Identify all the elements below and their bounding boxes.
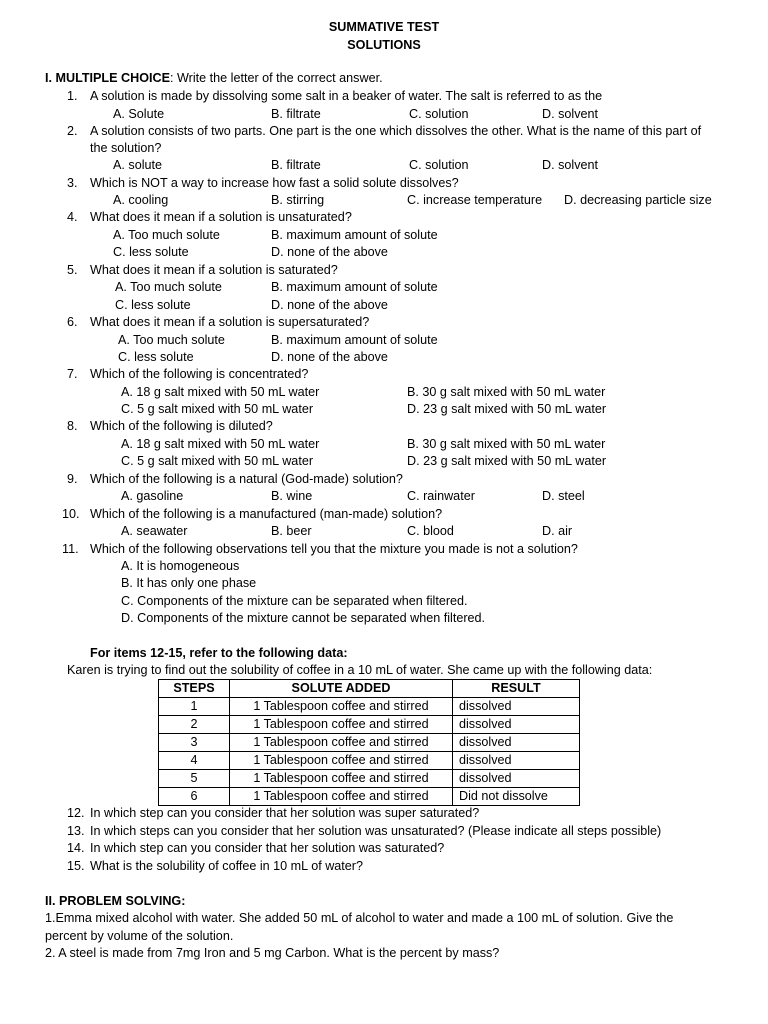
table-header-result: RESULT [453,680,580,698]
table-cell-step: 6 [159,788,230,806]
q2-choice-a: A. solute [113,158,163,172]
q3-choice-b: B. stirring [271,193,325,207]
table-row [159,716,580,734]
part1-heading: I. MULTIPLE CHOICE [45,71,171,85]
table-row [159,788,580,806]
table-cell-step: 1 [159,698,230,716]
q3-text: Which is NOT a way to increase how fast a solid solute dissolves? [90,176,459,190]
table-header-steps: STEPS [159,680,230,698]
q5-choice-b: B. maximum amount of solute [271,280,438,294]
q9-choice-b: B. wine [271,489,313,503]
q15-number: 15. [67,859,85,873]
table-cell-solute: 1 Tablespoon coffee and stirred [230,770,453,788]
q12-text: In which step can you consider that her solution was super saturated? [90,806,480,820]
test-title: SUMMATIVE TEST [328,20,440,34]
q10-choice-c: C. blood [407,524,454,538]
q2-choice-d: D. solvent [542,158,598,172]
table-header-row [159,680,580,698]
q1-choice-d: D. solvent [542,107,598,121]
q11-number: 11. [62,542,79,556]
q8-choice-b: B. 30 g salt mixed with 50 mL water [407,437,606,451]
q14-number: 14. [67,841,85,855]
q4-choice-b: B. maximum amount of solute [271,228,438,242]
q3-choice-c: C. increase temperature [407,193,543,207]
table-row [159,752,580,770]
q7-number: 7. [67,367,78,381]
q1-choice-b: B. filtrate [271,107,321,121]
q6-choice-b: B. maximum amount of solute [271,333,438,347]
q7-text: Which of the following is concentrated? [90,367,309,381]
q1-choice-a: A. Solute [113,107,165,121]
table-cell-result: dissolved [453,770,580,788]
q1-text: A solution is made by dissolving some salt in a beaker of water. The salt is referred to as the [90,89,603,103]
q15-text: What is the solubility of coffee in 10 mL of water? [90,859,364,873]
q12-number: 12. [67,806,85,820]
q8-number: 8. [67,419,78,433]
table-cell-step: 4 [159,752,230,770]
table-cell-result: dissolved [453,752,580,770]
q4-choice-c: C. less solute [113,245,189,259]
q6-number: 6. [67,315,78,329]
q9-number: 9. [67,472,78,486]
q8-choice-a: A. 18 g salt mixed with 50 mL water [121,437,320,451]
q9-choice-d: D. steel [542,489,585,503]
q8-choice-c: C. 5 g salt mixed with 50 mL water [121,454,314,468]
problem1-line1: 1.Emma mixed alcohol with water. She added 50 mL of alcohol to water and made a 100 mL of solution. Give the [45,911,674,925]
q2-text-line2: the solution? [90,141,162,155]
q5-number: 5. [67,263,78,277]
q2-choice-b: B. filtrate [271,158,321,172]
q3-choice-d: D. decreasing particle size [564,193,712,207]
q14-text: In which step can you consider that her solution was saturated? [90,841,445,855]
q3-number: 3. [67,176,78,190]
part2-heading: II. PROBLEM SOLVING: [45,894,186,908]
table-cell-solute: 1 Tablespoon coffee and stirred [230,734,453,752]
q10-text: Which of the following is a manufactured (man-made) solution? [90,507,443,521]
q13-number: 13. [67,824,85,838]
table-row [159,770,580,788]
q6-text: What does it mean if a solution is supersaturated? [90,315,370,329]
q4-choice-a: A. Too much solute [113,228,220,242]
coffee-solubility-table [158,679,580,806]
q6-choice-d: D. none of the above [271,350,388,364]
q6-choice-a: A. Too much solute [118,333,225,347]
q4-choice-d: D. none of the above [271,245,388,259]
scenario-text: Karen is trying to find out the solubility of coffee in a 10 mL of water. She came up with the following data: [67,663,653,677]
table-cell-step: 2 [159,716,230,734]
table-cell-result: dissolved [453,716,580,734]
q9-choice-a: A. gasoline [121,489,184,503]
q9-choice-c: C. rainwater [407,489,475,503]
q2-choice-c: C. solution [409,158,469,172]
q3-choice-a: A. cooling [113,193,169,207]
q11-choice-a: A. It is homogeneous [121,559,240,573]
q7-choice-c: C. 5 g salt mixed with 50 mL water [121,402,314,416]
q10-number: 10. [62,507,80,521]
table-row [159,698,580,716]
q2-text-line1: A solution consists of two parts. One part is the one which dissolves the other. What is the name of this part of [90,124,702,138]
q7-choice-a: A. 18 g salt mixed with 50 mL water [121,385,320,399]
q10-choice-a: A. seawater [121,524,188,538]
q11-choice-b: B. It has only one phase [121,576,257,590]
q5-choice-d: D. none of the above [271,298,388,312]
table-cell-result: dissolved [453,734,580,752]
test-subtitle: SOLUTIONS [347,38,421,52]
problem2-text: 2. A steel is made from 7mg Iron and 5 mg Carbon. What is the percent by mass? [45,946,500,960]
q6-choice-c: C. less solute [118,350,194,364]
table-cell-step: 5 [159,770,230,788]
q5-choice-c: C. less solute [115,298,191,312]
table-row [159,734,580,752]
q1-choice-c: C. solution [409,107,469,121]
table-cell-solute: 1 Tablespoon coffee and stirred [230,788,453,806]
q4-text: What does it mean if a solution is unsaturated? [90,210,352,224]
q2-number: 2. [67,124,78,138]
q9-text: Which of the following is a natural (God-made) solution? [90,472,403,486]
part1-instruction: : Write the letter of the correct answer. [170,71,383,85]
q5-choice-a: A. Too much solute [115,280,222,294]
table-cell-result: Did not dissolve [453,788,580,806]
q11-choice-d: D. Components of the mixture cannot be separated when filtered. [121,611,486,625]
table-header-solute-added: SOLUTE ADDED [230,680,453,698]
q4-number: 4. [67,210,78,224]
q10-choice-d: D. air [542,524,573,538]
q1-number: 1. [67,89,78,103]
q7-choice-d: D. 23 g salt mixed with 50 mL water [407,402,607,416]
q11-choice-c: C. Components of the mixture can be separated when filtered. [121,594,468,608]
part1-heading-line [45,70,383,87]
q5-text: What does it mean if a solution is saturated? [90,263,338,277]
q7-choice-b: B. 30 g salt mixed with 50 mL water [407,385,606,399]
problem1-line2: percent by volume of the solution. [45,929,234,943]
table-cell-step: 3 [159,734,230,752]
q10-choice-b: B. beer [271,524,312,538]
q11-text: Which of the following observations tell you that the mixture you made is not a solution? [90,542,578,556]
table-cell-solute: 1 Tablespoon coffee and stirred [230,698,453,716]
table-cell-result: dissolved [453,698,580,716]
q13-text: In which steps can you consider that her solution was unsaturated? (Please indicate all steps possible) [90,824,662,838]
table-cell-solute: 1 Tablespoon coffee and stirred [230,716,453,734]
q8-choice-d: D. 23 g salt mixed with 50 mL water [407,454,607,468]
q8-text: Which of the following is diluted? [90,419,273,433]
table-cell-solute: 1 Tablespoon coffee and stirred [230,752,453,770]
refer-heading: For items 12-15, refer to the following data: [90,646,348,660]
